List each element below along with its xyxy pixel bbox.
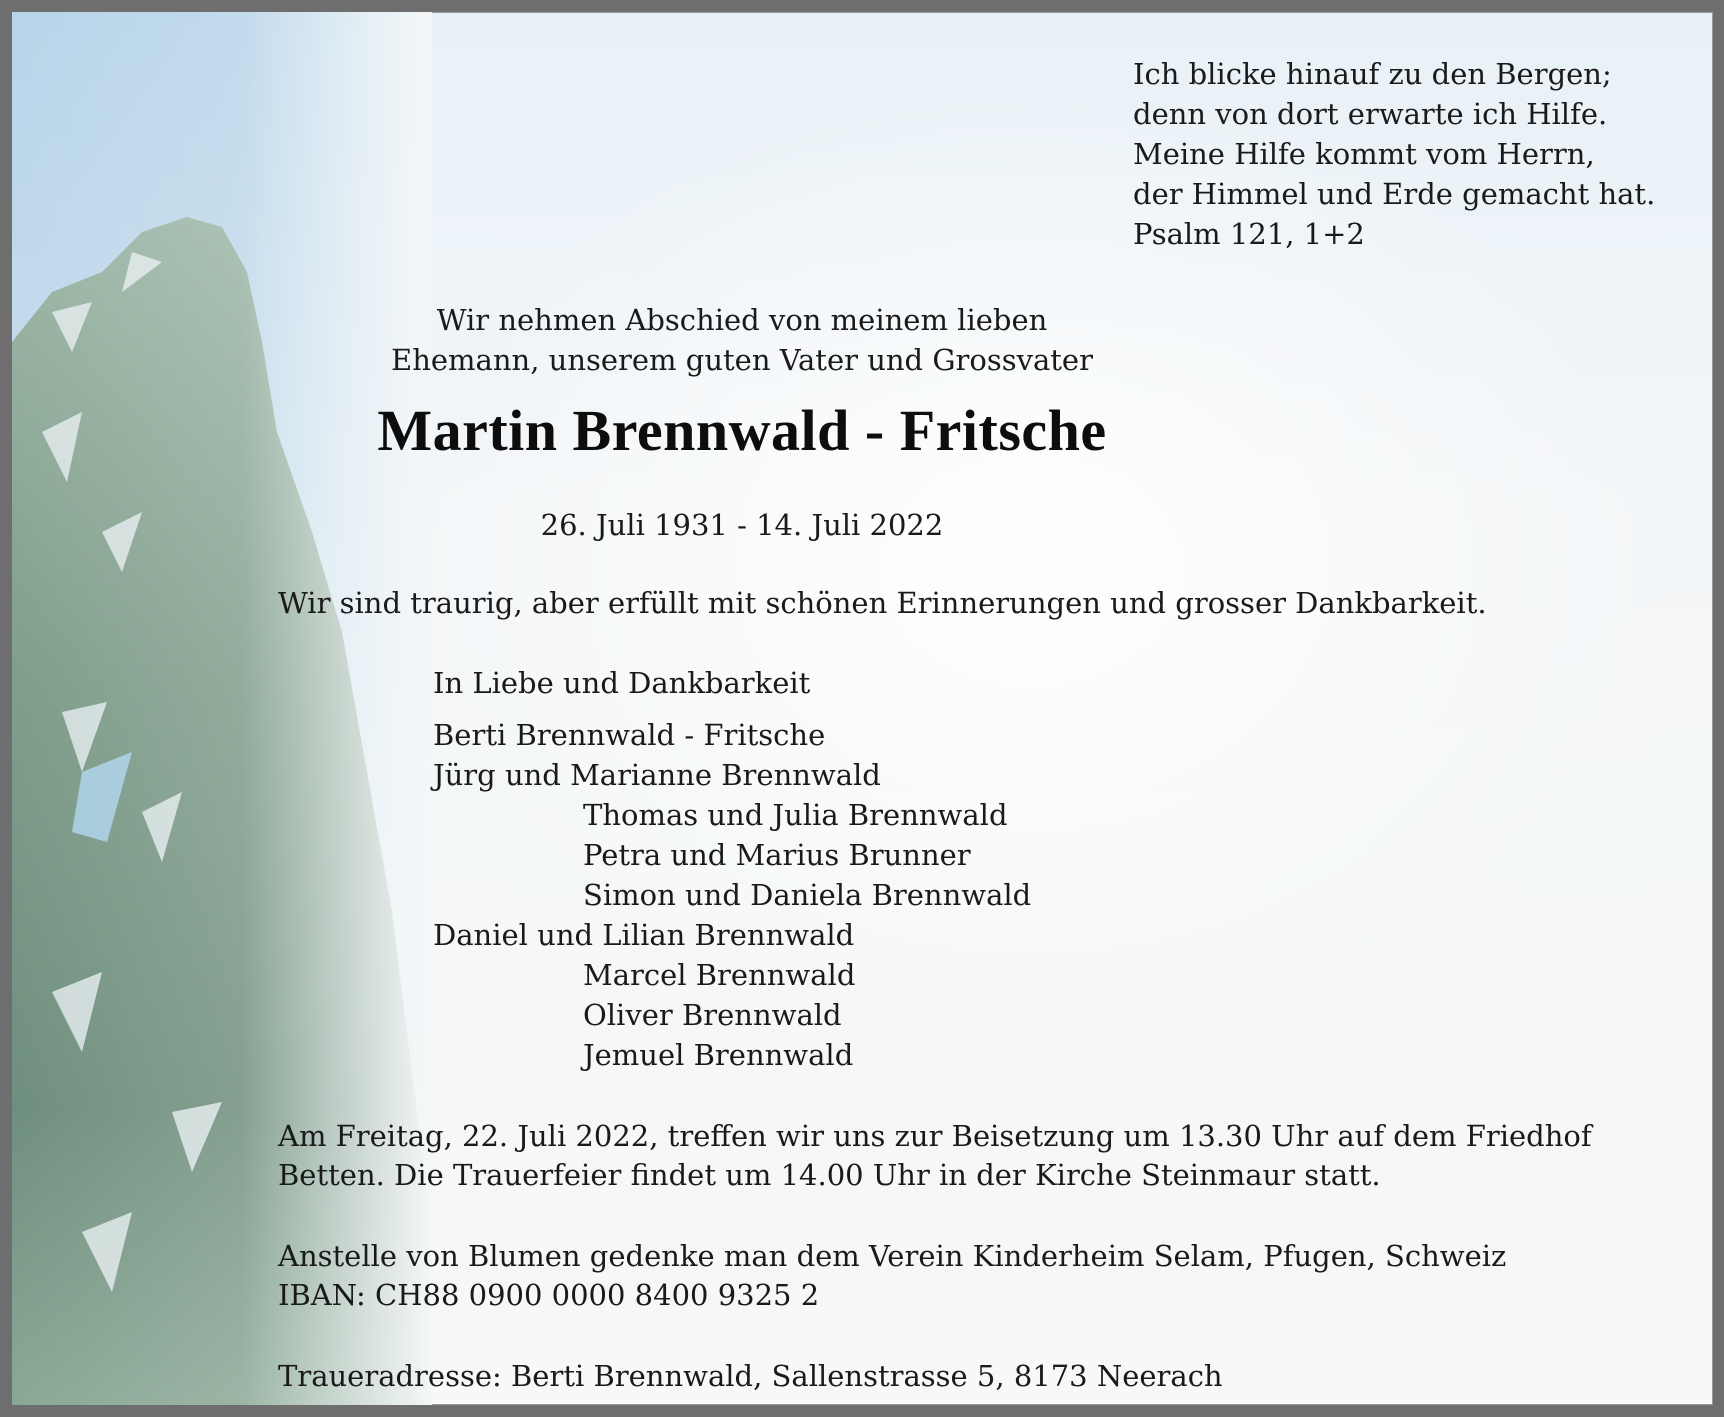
family-grandchild: Thomas und Julia Brennwald <box>583 798 1008 832</box>
mountain-background-image <box>12 12 432 1405</box>
ceremony-line-1: Am Freitag, 22. Juli 2022, treffen wir uns zur Beisetzung um 13.30 Uhr auf dem Friedhof <box>278 1119 1592 1153</box>
intro-line-1: Wir nehmen Abschied von meinem lieben <box>436 303 1048 337</box>
family-grandchild: Petra und Marius Brunner <box>583 838 971 872</box>
sentiment-text: Wir sind traurig, aber erfüllt mit schönen Erinnerungen und grosser Dankbarkeit. <box>278 586 1487 620</box>
family-grandchild: Simon und Daniela Brennwald <box>583 878 1032 912</box>
obituary-notice <box>12 12 1713 1405</box>
mourning-address: Traueradresse: Berti Brennwald, Sallenstrasse 5, 8173 Neerach <box>278 1359 1223 1393</box>
psalm-line-1: Ich blicke hinauf zu den Bergen; <box>1133 57 1612 91</box>
family-child-2: Daniel und Lilian Brennwald <box>433 918 855 952</box>
psalm-line-3: Meine Hilfe kommt vom Herrn, <box>1133 137 1595 171</box>
intro-line-2: Ehemann, unserem guten Vater und Grossvater <box>391 343 1093 377</box>
family-grandchild: Oliver Brennwald <box>583 998 842 1032</box>
family-spouse: Berti Brennwald - Fritsche <box>433 718 826 752</box>
donation-iban: IBAN: CH88 0900 0000 8400 9325 2 <box>278 1278 820 1312</box>
psalm-line-4: der Himmel und Erde gemacht hat. <box>1133 177 1656 211</box>
family-grandchild: Jemuel Brennwald <box>583 1038 854 1072</box>
signoff-text: In Liebe und Dankbarkeit <box>433 666 811 700</box>
family-child-1: Jürg und Marianne Brennwald <box>433 758 881 792</box>
psalm-line-2: denn von dort erwarte ich Hilfe. <box>1133 97 1608 131</box>
psalm-reference: Psalm 121, 1+2 <box>1133 217 1365 251</box>
deceased-name: Martin Brennwald - Fritsche <box>377 398 1107 463</box>
family-grandchild: Marcel Brennwald <box>583 958 856 992</box>
life-dates: 26. Juli 1931 - 14. Juli 2022 <box>540 508 944 542</box>
donation-line-1: Anstelle von Blumen gedenke man dem Verein Kinderheim Selam, Pfugen, Schweiz <box>278 1239 1507 1273</box>
ceremony-line-2: Betten. Die Trauerfeier findet um 14.00 Uhr in der Kirche Steinmaur statt. <box>278 1158 1381 1192</box>
